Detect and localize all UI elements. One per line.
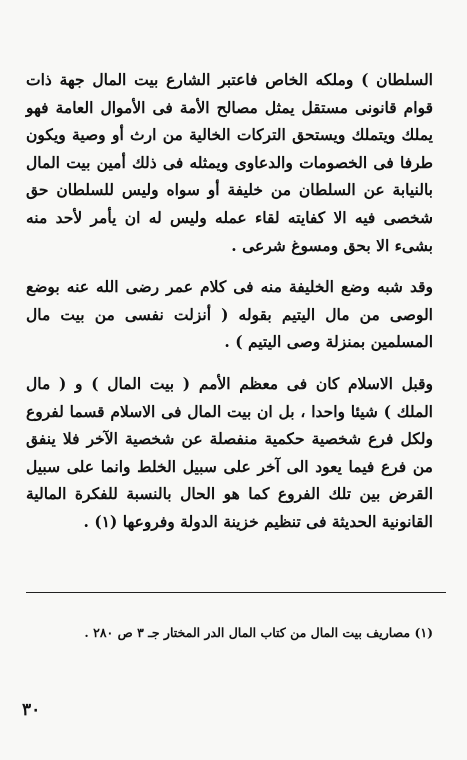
paragraph-2: وقد شبه وضع الخليفة منه فى كلام عمر رضى الله عنه بوضع الوصى من مال اليتيم بقوله ( أنزلت نفسى من بيت مال المسلمين بمنزلة وصى اليتيم ) . bbox=[26, 277, 433, 352]
footnote: (١) مصاريف بيت المال من كتاب المال الدر المختار جـ ٣ ص ٢٨٠ . bbox=[84, 625, 433, 640]
page-number: ٣٠ bbox=[22, 700, 41, 720]
paragraph-3: وقبل الاسلام كان فى معظم الأمم ( بيت المال ) و ( مال الملك ) شيئا واحدا ، بل ان بيت المال فى الاسلام قسما لفروع ولكل فرع شخصية حكمية منفصلة عن شخصية الآخر فلا ينفق من فرع فيما يعود الى آخر على سبيل الخلط وانما على سبيل القرض بين تلك الفروع كما هو الحال بالنسبة للفكرة المالية القانونية الحديثة فى تنظيم خزينة الدولة وفروعها (١) . bbox=[26, 373, 433, 531]
footnote-divider bbox=[26, 592, 446, 593]
body-text bbox=[26, 66, 433, 536]
paragraph-1: السلطان ) وملكه الخاص فاعتبر الشارع بيت المال جهة ذات قوام قانونى مستقل يمثل مصالح الأمة فى الأموال العامة فهو يملك ويتملك ويستحق التركات الخالية من ارث أو وصية ويكون طرفا فى الخصومات والدعاوى ويمثله فى ذلك أمين بيت المال بالنيابة عن السلطان من خليفة أو سواه وليس للسلطان حق شخصى فيه الا كفايته لقاء عمله وليس له ان يأمر لأحد منه بشىء الا بحق ومسوغ شرعى . bbox=[26, 70, 433, 255]
